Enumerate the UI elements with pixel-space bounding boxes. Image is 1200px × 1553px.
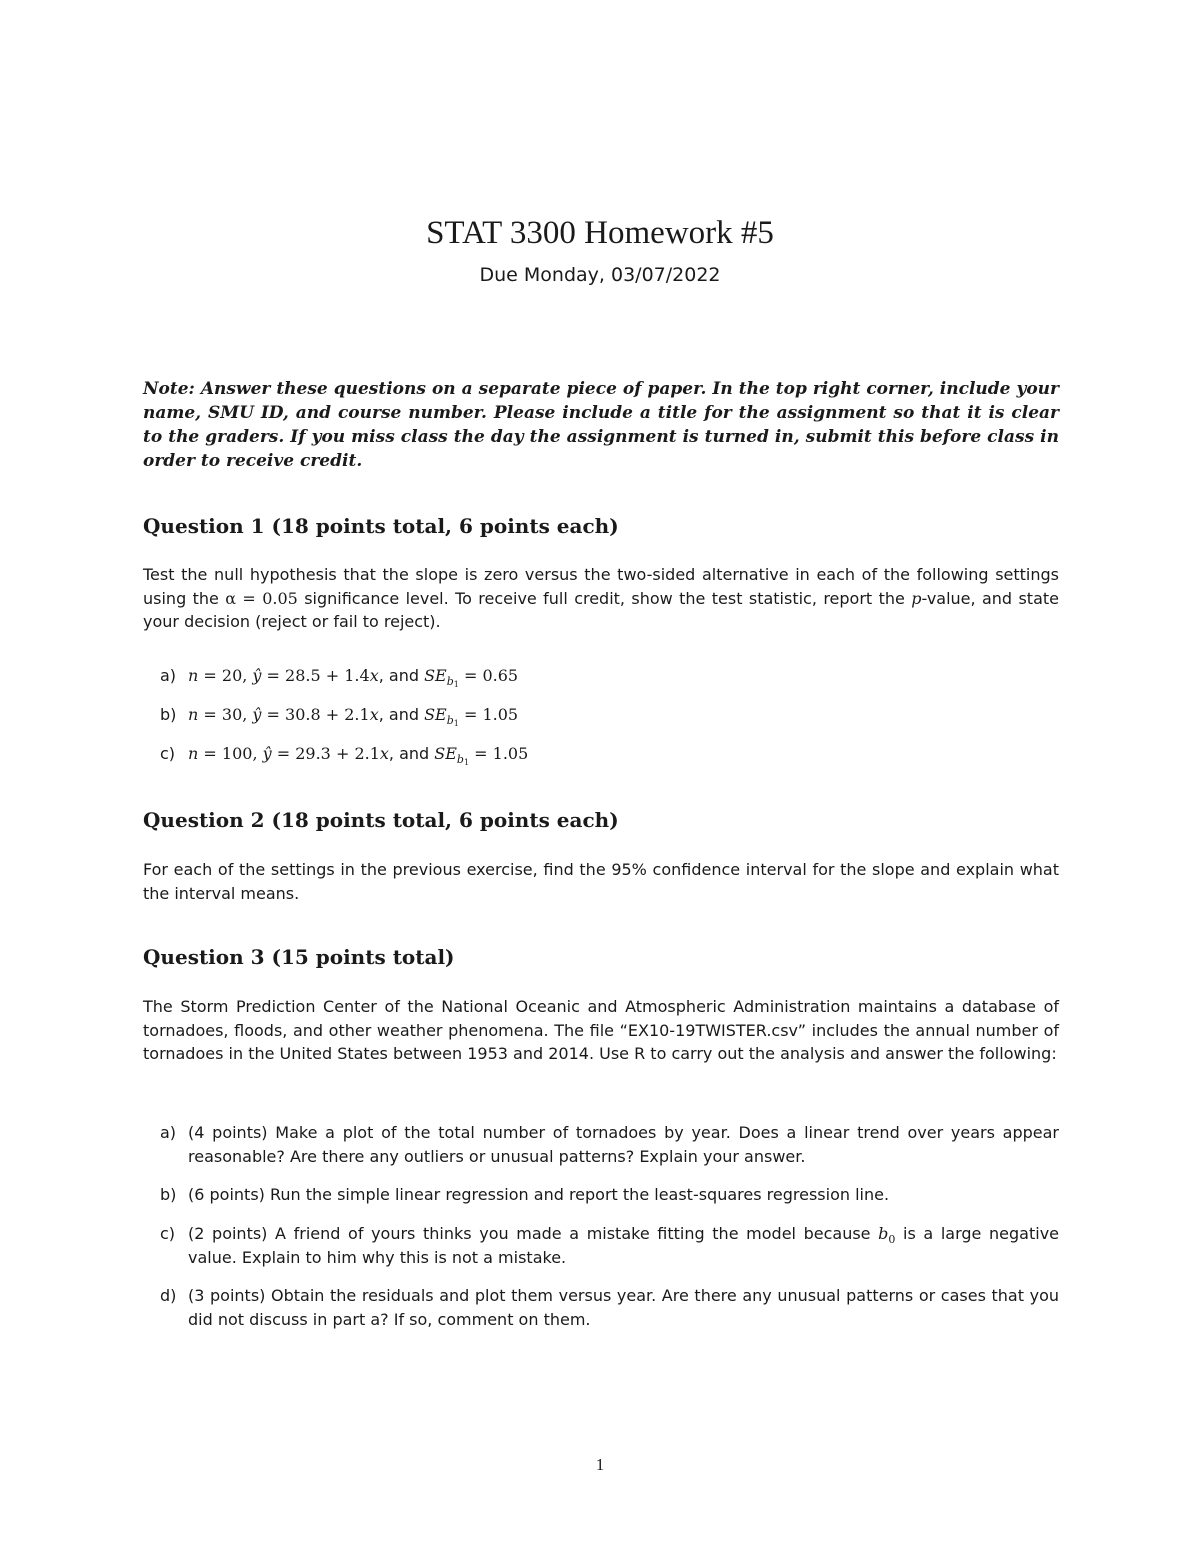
q3-item-d — [160, 1284, 1059, 1331]
question-1-heading: Question 1 (18 points total, 6 points each) — [143, 514, 619, 538]
q3-item-b — [160, 1183, 1059, 1207]
item-label: a) — [160, 1123, 177, 1142]
item-text-part-b: is a large negative value. Explain to him why this is not a mistake. — [188, 1224, 1060, 1267]
question-2-text: For each of the settings in the previous exercise, find the 95% confidence interval for the slope and explain what the interval means. — [143, 860, 1059, 903]
question-3-text: The Storm Prediction Center of the National Oceanic and Atmospheric Administration maintains a database of tornadoes, floods, and other weather phenomena. The file “EX10-19TWISTER.csv” includes the annual number of tornadoes in the United States between 1953 and 2014. Use R to carry out the analysis and answer the following: — [143, 997, 1059, 1063]
sample-size: 100 — [221, 744, 253, 763]
standard-error: 0.65 — [482, 666, 519, 685]
item-label: a) — [160, 666, 177, 685]
alpha-level: α = 0.05 — [225, 588, 298, 608]
slope: 2.1 — [354, 744, 380, 763]
intercept: 29.3 — [295, 744, 331, 763]
sample-size: 20 — [221, 666, 243, 685]
q1-intro-part-a: Test the null hypothesis that the slope is zero versus the two-sided alternative in each of the following settings using the — [143, 565, 1059, 608]
item-label: b) — [160, 1185, 177, 1204]
standard-error: 1.05 — [482, 705, 519, 724]
item-text: (6 points) Run the simple linear regression and report the least-squares regression line. — [188, 1185, 890, 1204]
document-title: STAT 3300 Homework #5 — [426, 215, 774, 251]
p-symbol: p — [911, 588, 922, 608]
intercept: 28.5 — [285, 666, 321, 685]
q3-item-a — [160, 1121, 1059, 1168]
question-2-heading: Question 2 (18 points total, 6 points each) — [143, 808, 619, 832]
slope: 1.4 — [344, 666, 370, 685]
item-label: c) — [160, 1224, 176, 1243]
q1-item-c: c) n = 100, ŷ = 29.3 + 2.1x, and $SE_{b_1} = 1.05$ — [160, 744, 529, 767]
item-text-part-a: (2 points) A friend of yours thinks you made a mistake fitting the model because — [188, 1224, 879, 1243]
b0-symbol: b — [878, 1224, 889, 1243]
standard-error: 1.05 — [492, 744, 529, 763]
item-text: (3 points) Obtain the residuals and plot them versus year. Are there any unusual patterns or cases that you did not discuss in part a? If so, comment on them. — [188, 1286, 1059, 1329]
item-label: d) — [160, 1286, 177, 1305]
submission-note: Note: Answer these questions on a separate piece of paper. In the top right corner, include your name, SMU ID, and course number. Please include a title for the assignment so that it is clear to the graders. If you miss class the day the assignment is turned in, submit this before class in order to receive credit. — [143, 379, 1059, 471]
q1-item-b: b) n = 30, ŷ = 30.8 + 2.1x, and $SE_{b_1} = 1.05$ — [160, 705, 519, 728]
item-label: c) — [160, 744, 176, 763]
q1-item-a: a) n = 20, ŷ = 28.5 + 1.4x, and $SE_{b_1} = 0.65$ — [160, 666, 519, 689]
sample-size: 30 — [221, 705, 243, 724]
question-3-heading: Question 3 (15 points total) — [143, 945, 455, 969]
intercept: 30.8 — [285, 705, 321, 724]
slope: 2.1 — [344, 705, 370, 724]
q1-intro-part-b: significance level. To receive full credit, show the test statistic, report the — [297, 588, 912, 608]
b0-subscript: 0 — [888, 1233, 896, 1246]
question-1-intro — [143, 563, 1059, 634]
item-label: b) — [160, 705, 177, 724]
q1-intro-part-c: -value, and state your decision (reject or fail to reject). — [143, 588, 1059, 631]
page-number: 1 — [595, 1455, 605, 1474]
due-date: Due Monday, 03/07/2022 — [479, 264, 721, 286]
q3-item-c — [160, 1222, 1059, 1269]
item-text: (4 points) Make a plot of the total number of tornadoes by year. Does a linear trend over years appear reasonable? Are there any outliers or unusual patterns? Explain your answer. — [188, 1123, 1059, 1166]
